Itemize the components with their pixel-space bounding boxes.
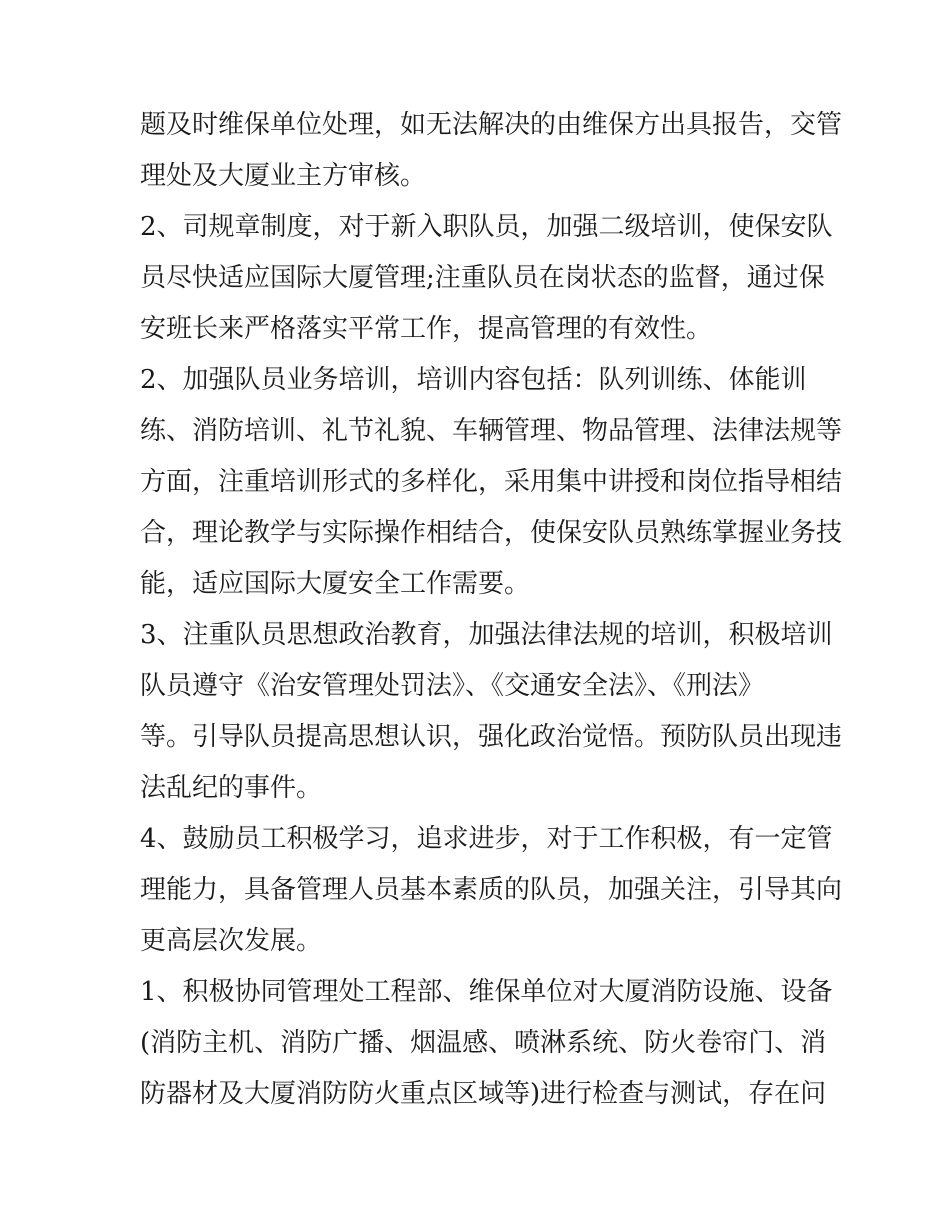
text-line: 4、鼓励员工积极学习，追求进步，对于工作积极，有一定管 xyxy=(140,824,833,854)
text-line: 队员遵守《治安管理处罚法》、《交通安全法》、《刑法》 xyxy=(140,671,765,701)
text-line: 3、注重队员思想政治教育，加强法律法规的培训，积极培训 xyxy=(140,620,833,650)
text-line: 理处及大厦业主方审核。 xyxy=(140,161,427,191)
text-line: 练、消防培训、礼节礼貌、车辆管理、物品管理、法律法规等 xyxy=(140,416,843,446)
text-line: 题及时维保单位处理，如无法解决的由维保方出具报告，交管 xyxy=(140,110,843,140)
text-line: 更高层次发展。 xyxy=(140,926,323,956)
text-line: 等。引导队员提高思想认识，强化政治觉悟。预防队员出现违 xyxy=(140,722,843,752)
text-line: 安班长来严格落实平常工作，提高管理的有效性。 xyxy=(140,314,713,344)
text-line: 2、司规章制度，对于新入职队员，加强二级培训，使保安队 xyxy=(140,212,833,242)
text-line: 1、积极协同管理处工程部、维保单位对大厦消防设施、设备 xyxy=(140,977,833,1007)
text-line: 方面，注重培训形式的多样化，采用集中讲授和岗位指导相结 xyxy=(140,467,843,497)
text-line: (消防主机、消防广播、烟温感、喷淋系统、防火卷帘门、消 xyxy=(140,1028,827,1058)
text-line: 理能力，具备管理人员基本素质的队员，加强关注，引导其向 xyxy=(140,875,843,905)
text-line: 合，理论教学与实际操作相结合，使保安队员熟练掌握业务技 xyxy=(140,518,843,548)
text-line: 员尽快适应国际大厦管理;注重队员在岗状态的监督，通过保 xyxy=(140,263,825,293)
text-line: 2、加强队员业务培训，培训内容包括：队列训练、体能训 xyxy=(140,365,807,395)
document-body xyxy=(140,100,843,1120)
text-line: 能，适应国际大厦安全工作需要。 xyxy=(140,569,531,599)
text-line: 防器材及大厦消防防火重点区域等)进行检查与测试，存在问 xyxy=(140,1079,827,1109)
text-line: 法乱纪的事件。 xyxy=(140,773,323,803)
